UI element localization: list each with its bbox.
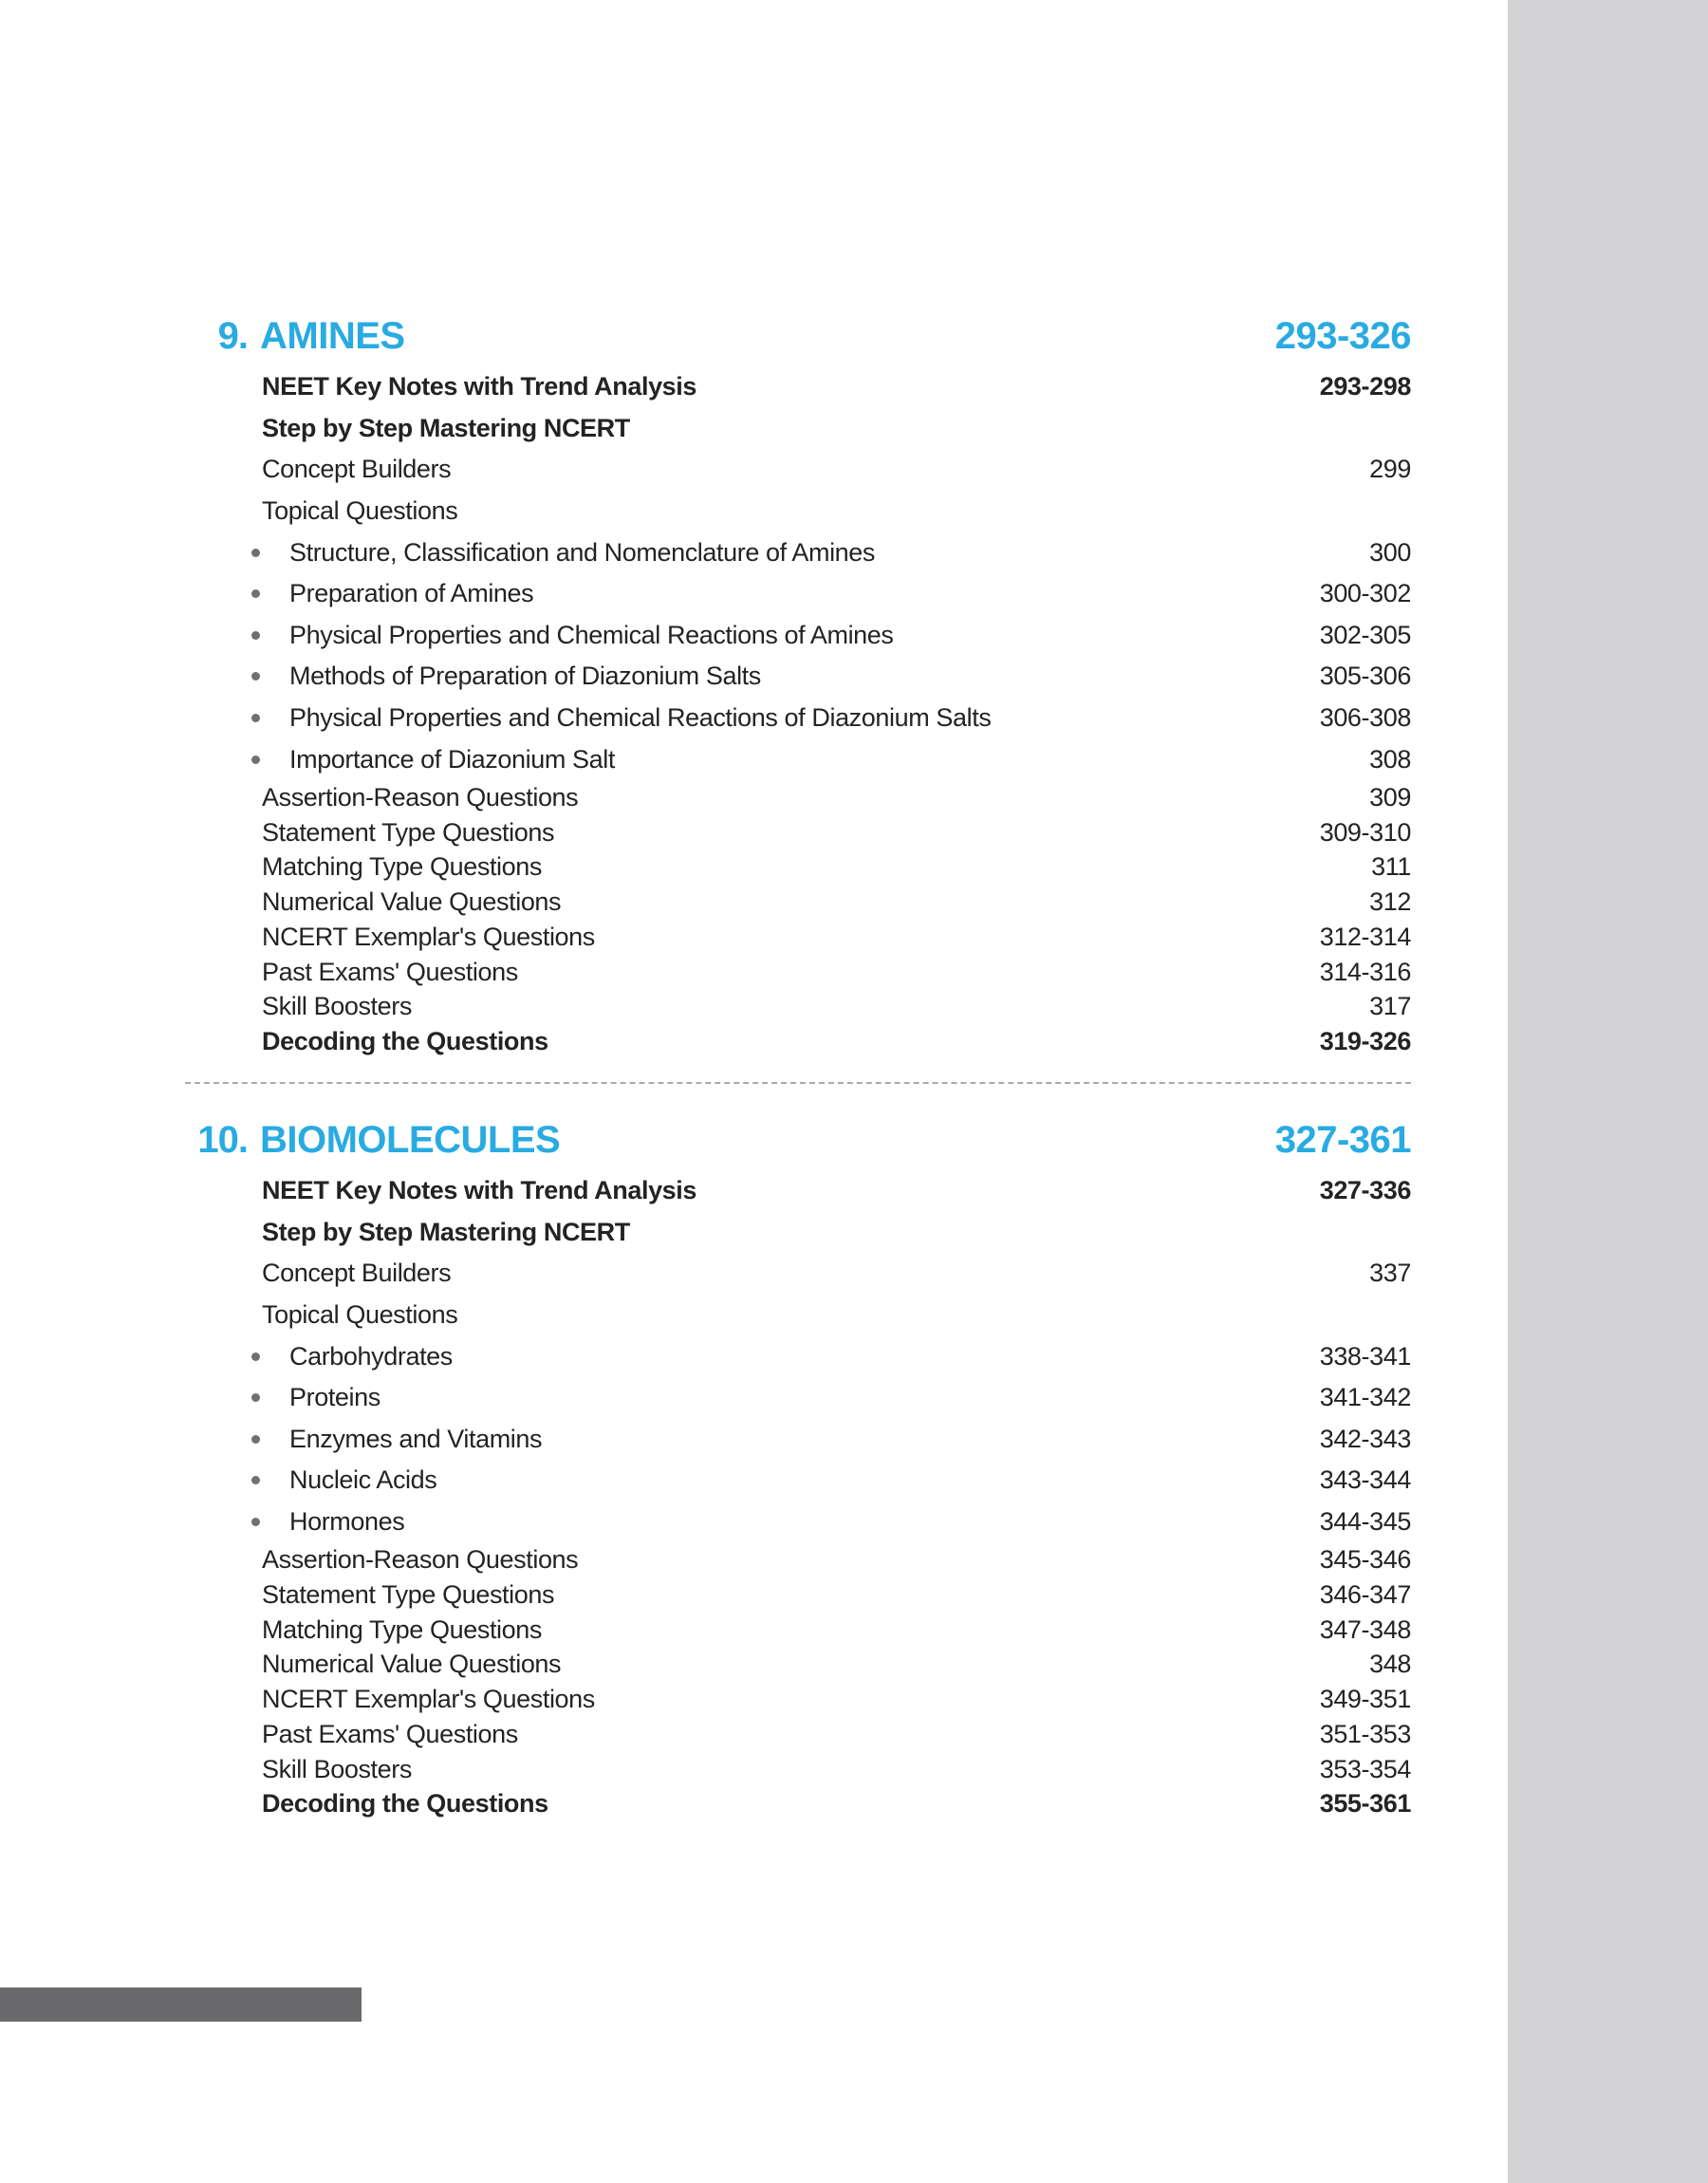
toc-row [185, 698, 1411, 739]
row-pages: 293-298 [1319, 372, 1411, 401]
row-label: Decoding the Questions [262, 1789, 548, 1819]
toc-row [185, 989, 1411, 1024]
toc-row [185, 615, 1411, 657]
row-label: Physical Properties and Chemical Reactions of Amines [289, 620, 894, 649]
row-pages: 355-361 [1319, 1789, 1411, 1819]
row-pages: 319-326 [1319, 1027, 1411, 1056]
toc-row [185, 408, 1411, 450]
toc-row [185, 1170, 1411, 1212]
row-label: Physical Properties and Chemical Reactions of Diazonium Salts [289, 703, 992, 733]
toc-row [185, 1502, 1411, 1543]
bullet-icon [251, 1435, 260, 1444]
row-label: Concept Builders [262, 455, 452, 484]
toc-row [185, 955, 1411, 990]
chapter-header [185, 1119, 1411, 1165]
row-pages: 302-305 [1319, 620, 1411, 649]
row-label: Assertion-Reason Questions [262, 782, 579, 812]
table-of-contents [185, 315, 1411, 1821]
row-pages: 314-316 [1319, 957, 1411, 986]
row-label: Matching Type Questions [262, 852, 542, 882]
row-label: NCERT Exemplar's Questions [262, 922, 595, 951]
row-label: Statement Type Questions [262, 817, 555, 847]
toc-row [185, 1577, 1411, 1613]
chapter-title: BIOMOLECULES [260, 1118, 561, 1161]
chapter-rows [185, 366, 1411, 1059]
chapter-number: 10. [197, 1118, 248, 1161]
toc-row [185, 1460, 1411, 1502]
page-bottom-bar [0, 1987, 362, 2022]
row-label: Nucleic Acids [289, 1465, 437, 1495]
toc-row [185, 1717, 1411, 1752]
row-pages: 349-351 [1319, 1685, 1411, 1714]
bullet-icon [251, 672, 260, 681]
toc-row [185, 849, 1411, 885]
row-pages: 343-344 [1319, 1465, 1411, 1495]
row-pages: 311 [1371, 852, 1411, 882]
row-label: Enzymes and Vitamins [289, 1424, 543, 1453]
toc-row [185, 1253, 1411, 1295]
chapter-section [185, 1119, 1411, 1821]
chapter-number: 9. [217, 315, 248, 357]
row-pages: 346-347 [1319, 1579, 1411, 1609]
row-pages: 312 [1369, 887, 1411, 917]
bullet-icon [251, 1518, 260, 1526]
row-label: Decoding the Questions [262, 1027, 548, 1056]
toc-row [185, 920, 1411, 955]
toc-row [185, 1787, 1411, 1822]
toc-row [185, 532, 1411, 573]
bullet-icon [251, 1353, 260, 1361]
row-label: Methods of Preparation of Diazonium Salts [289, 662, 761, 691]
row-label: Preparation of Amines [289, 579, 534, 608]
row-pages: 353-354 [1319, 1754, 1411, 1783]
toc-row [185, 1419, 1411, 1461]
row-pages: 300-302 [1319, 579, 1411, 608]
row-pages: 342-343 [1319, 1424, 1411, 1453]
toc-row [185, 815, 1411, 850]
bullet-icon [251, 1393, 260, 1402]
row-pages: 308 [1369, 744, 1411, 774]
row-pages: 351-353 [1319, 1719, 1411, 1748]
chapter-title: AMINES [260, 315, 405, 357]
toc-row [185, 738, 1411, 780]
bullet-icon [251, 714, 260, 722]
toc-row [185, 1212, 1411, 1254]
row-pages: 305-306 [1319, 662, 1411, 691]
toc-row [185, 449, 1411, 491]
row-label: Topical Questions [262, 1300, 458, 1330]
toc-row [185, 656, 1411, 698]
row-pages: 312-314 [1319, 922, 1411, 951]
bullet-icon [251, 549, 260, 557]
row-pages: 306-308 [1319, 703, 1411, 733]
toc-row [185, 366, 1411, 408]
toc-row [185, 1752, 1411, 1787]
row-pages: 341-342 [1319, 1383, 1411, 1412]
toc-row [185, 1377, 1411, 1419]
row-label: Statement Type Questions [262, 1579, 555, 1609]
row-label: NCERT Exemplar's Questions [262, 1685, 595, 1714]
bullet-icon [251, 1476, 260, 1484]
row-pages: 344-345 [1319, 1506, 1411, 1536]
chapter-header [185, 315, 1411, 361]
toc-row [185, 1335, 1411, 1377]
row-pages: 337 [1369, 1259, 1411, 1288]
row-label: Numerical Value Questions [262, 887, 562, 917]
bullet-icon [251, 589, 260, 598]
bullet-icon [251, 631, 260, 640]
bullet-icon [251, 756, 260, 764]
chapter-divider [185, 1082, 1411, 1084]
row-pages: 347-348 [1319, 1614, 1411, 1644]
toc-row [185, 1648, 1411, 1683]
toc-row [185, 573, 1411, 615]
row-label: Proteins [289, 1383, 381, 1412]
toc-row [185, 1542, 1411, 1577]
row-label: NEET Key Notes with Trend Analysis [262, 372, 697, 401]
chapter-rows [185, 1170, 1411, 1821]
row-pages: 348 [1369, 1650, 1411, 1679]
row-label: Hormones [289, 1506, 405, 1536]
row-label: Step by Step Mastering NCERT [262, 413, 630, 442]
toc-row [185, 1613, 1411, 1648]
toc-row [185, 885, 1411, 920]
row-label: Assertion-Reason Questions [262, 1545, 579, 1575]
row-label: Past Exams' Questions [262, 957, 518, 986]
row-pages: 309-310 [1319, 817, 1411, 847]
row-label: Past Exams' Questions [262, 1719, 518, 1748]
row-pages: 300 [1369, 537, 1411, 567]
row-label: Numerical Value Questions [262, 1650, 562, 1679]
row-label: Structure, Classification and Nomenclature of Amines [289, 537, 875, 567]
row-pages: 299 [1369, 455, 1411, 484]
row-label: Matching Type Questions [262, 1614, 542, 1644]
row-label: Topical Questions [262, 496, 458, 526]
row-label: Skill Boosters [262, 992, 412, 1021]
row-label: Importance of Diazonium Salt [289, 744, 615, 774]
row-label: Concept Builders [262, 1259, 452, 1288]
toc-row [185, 491, 1411, 532]
chapter-section [185, 315, 1411, 1059]
toc-row [185, 1295, 1411, 1336]
row-pages: 327-336 [1319, 1176, 1411, 1205]
row-pages: 338-341 [1319, 1341, 1411, 1371]
row-label: Skill Boosters [262, 1754, 412, 1783]
row-label: Step by Step Mastering NCERT [262, 1217, 630, 1246]
toc-row [185, 780, 1411, 815]
toc-row [185, 1682, 1411, 1717]
page-side-band [1508, 0, 1708, 2183]
row-label: Carbohydrates [289, 1341, 453, 1371]
toc-row [185, 1024, 1411, 1059]
row-pages: 345-346 [1319, 1545, 1411, 1575]
row-pages: 317 [1369, 992, 1411, 1021]
chapter-page-range: 293-326 [1274, 315, 1411, 357]
row-label: NEET Key Notes with Trend Analysis [262, 1176, 697, 1205]
row-pages: 309 [1369, 782, 1411, 812]
chapter-page-range: 327-361 [1274, 1118, 1411, 1161]
